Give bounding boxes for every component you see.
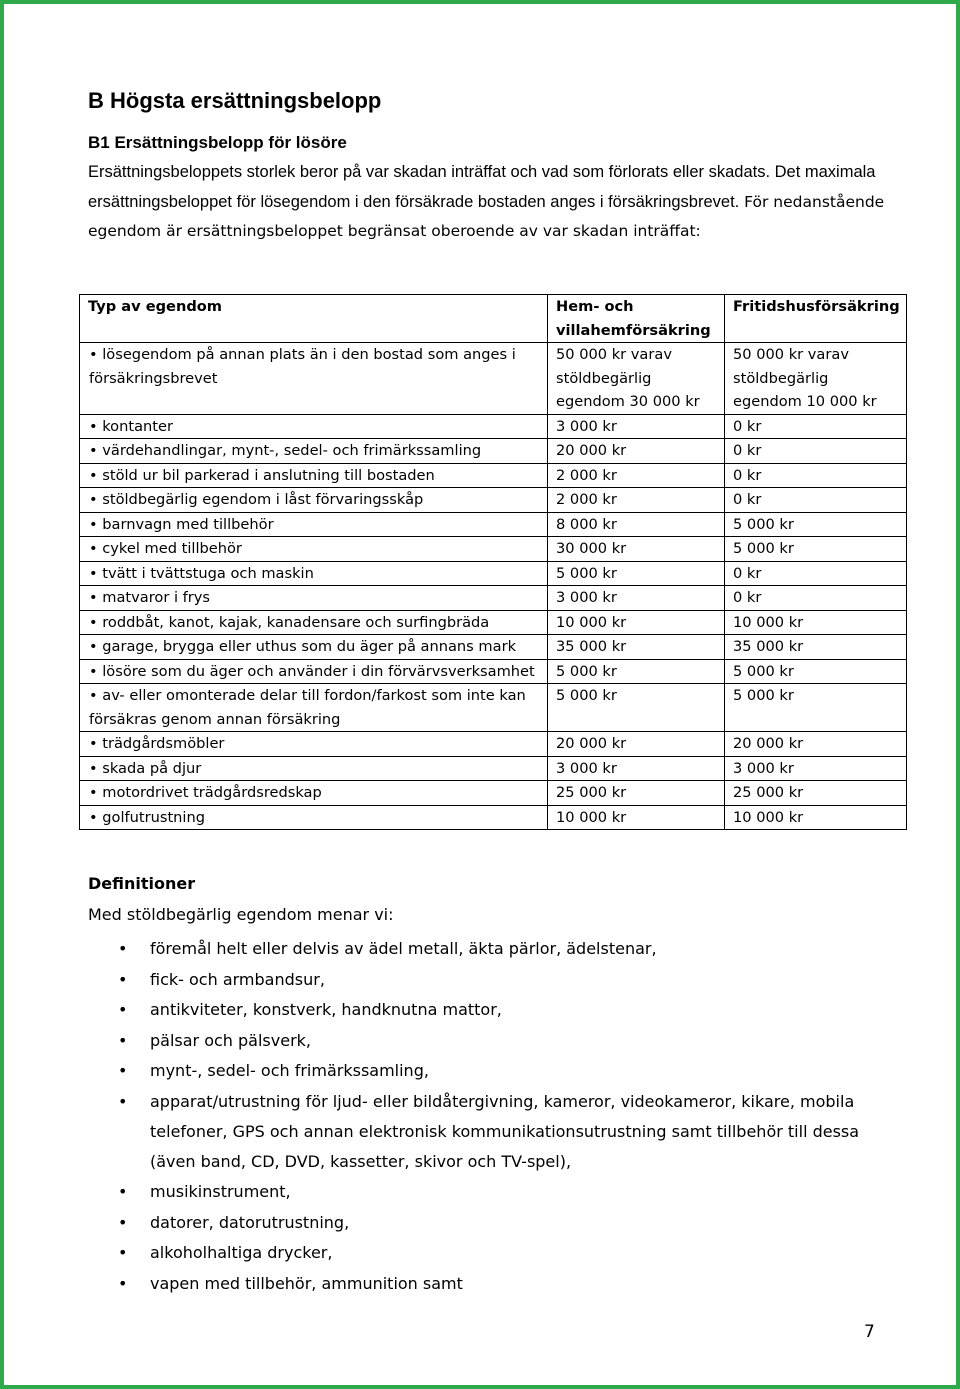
cell-home-amount: 2 000 kr [548, 488, 725, 513]
table-row [80, 732, 907, 757]
definitions-list [88, 934, 888, 1299]
cell-property: • motordrivet trädgårdsredskap [80, 781, 548, 806]
compensation-table [79, 294, 907, 830]
cell-home-amount: 10 000 kr [548, 610, 725, 635]
cell-cottage-amount: 0 kr [725, 561, 907, 586]
bullet-icon: • [118, 1091, 128, 1111]
list-item-text: fick- och armbandsur, [150, 969, 325, 989]
list-item-text: antikviteter, konstverk, handknutna mattor, [150, 1000, 502, 1019]
cell-cottage-amount: 10 000 kr [725, 610, 907, 635]
subsection-heading: B1 Ersättningsbelopp för lösöre [88, 133, 347, 152]
cell-cottage-amount: 10 000 kr [725, 805, 907, 830]
cell-home-amount: 30 000 kr [548, 537, 725, 562]
bullet-icon: • [118, 969, 128, 989]
definitions-title: Definitioner [88, 874, 196, 893]
cell-property: • cykel med tillbehör [80, 537, 548, 562]
cell-property: • barnvagn med tillbehör [80, 512, 548, 537]
cell-property: • lösöre som du äger och använder i din förvärvsverksamhet [80, 659, 548, 684]
cell-home-amount: 3 000 kr [548, 586, 725, 611]
bullet-icon: • [118, 1273, 128, 1293]
table-row [80, 512, 907, 537]
table-row [80, 610, 907, 635]
definitions-intro: Med stöldbegärlig egendom menar vi: [88, 905, 394, 924]
cell-cottage-amount: 5 000 kr [725, 684, 907, 732]
cell-cottage-amount: 0 kr [725, 463, 907, 488]
table-row [80, 635, 907, 660]
list-item [88, 1238, 888, 1268]
cell-home-amount: 2 000 kr [548, 463, 725, 488]
intro-text-part1: Ersättningsbeloppets storlek beror på var skadan inträffat och vad som förlorats eller skadats. Det maximala ersättningsbeloppet för lösegendom i den försäkrade bostaden anges i försäkringsbrevet. [88, 163, 876, 211]
page-number: 7 [864, 1322, 875, 1342]
cell-home-amount: 20 000 kr [548, 732, 725, 757]
cell-property: • golfutrustning [80, 805, 548, 830]
cell-cottage-amount: 0 kr [725, 488, 907, 513]
list-item [88, 934, 888, 964]
table-row [80, 537, 907, 562]
bullet-icon: • [118, 939, 128, 958]
bullet-icon: • [118, 1212, 128, 1232]
cell-cottage-amount: 50 000 kr varav stöldbegärlig egendom 10 000 kr [725, 343, 907, 415]
cell-home-amount: 50 000 kr varav stöldbegärlig egendom 30 000 kr [548, 343, 725, 415]
table-row [80, 781, 907, 806]
table-row [80, 659, 907, 684]
list-item [88, 1208, 888, 1238]
cell-home-amount: 5 000 kr [548, 659, 725, 684]
cell-property: • stöld ur bil parkerad i anslutning till bostaden [80, 463, 548, 488]
cell-property: • trädgårdsmöbler [80, 732, 548, 757]
bullet-icon: • [118, 1061, 128, 1080]
bullet-icon: • [118, 1243, 128, 1262]
cell-home-amount: 3 000 kr [548, 414, 725, 439]
intro-paragraph [88, 158, 888, 247]
cell-property: • värdehandlingar, mynt-, sedel- och frimärkssamling [80, 439, 548, 464]
list-item [88, 1177, 888, 1207]
cell-cottage-amount: 20 000 kr [725, 732, 907, 757]
list-item [88, 1269, 888, 1299]
cell-property: • stöldbegärlig egendom i låst förvaringsskåp [80, 488, 548, 513]
intro-text-part2: För nedanstående egendom är ersättningsbeloppet begränsat oberoende av var skadan inträffat: [88, 192, 885, 240]
cell-property: • matvaror i frys [80, 586, 548, 611]
list-item-text: datorer, datorutrustning, [150, 1212, 350, 1232]
header-home-insurance: Hem- och villahemförsäkring [548, 295, 725, 343]
table-body [80, 343, 907, 830]
table-row [80, 586, 907, 611]
list-item [88, 965, 888, 995]
cell-cottage-amount: 35 000 kr [725, 635, 907, 660]
cell-property: • kontanter [80, 414, 548, 439]
list-item-text: mynt-, sedel- och frimärkssamling, [150, 1061, 429, 1080]
bullet-icon: • [118, 1030, 128, 1050]
cell-home-amount: 3 000 kr [548, 756, 725, 781]
cell-property: • roddbåt, kanot, kajak, kanadensare och surfingbräda [80, 610, 548, 635]
header-cottage-insurance: Fritidshusförsäkring [725, 295, 907, 343]
cell-property: • av- eller omonterade delar till fordon/farkost som inte kan försäkras genom annan försäkring [80, 684, 548, 732]
list-item-text: föremål helt eller delvis av ädel metall, äkta pärlor, ädelstenar, [150, 939, 657, 958]
table-row [80, 684, 907, 732]
list-item [88, 1087, 888, 1177]
cell-cottage-amount: 0 kr [725, 439, 907, 464]
cell-property: • lösegendom på annan plats än i den bostad som anges i försäkringsbrevet [80, 343, 548, 415]
table-row [80, 805, 907, 830]
list-item-text: pälsar och pälsverk, [150, 1030, 312, 1050]
list-item [88, 1056, 888, 1086]
list-item [88, 995, 888, 1025]
cell-property: • skada på djur [80, 756, 548, 781]
cell-cottage-amount: 5 000 kr [725, 659, 907, 684]
cell-home-amount: 35 000 kr [548, 635, 725, 660]
table-row [80, 439, 907, 464]
definitions-section [88, 870, 888, 1299]
list-item-text: vapen med tillbehör, ammunition samt [150, 1273, 463, 1293]
content [88, 86, 888, 247]
cell-home-amount: 10 000 kr [548, 805, 725, 830]
list-item-text: alkoholhaltiga drycker, [150, 1243, 333, 1262]
list-item [88, 1026, 888, 1056]
cell-cottage-amount: 0 kr [725, 586, 907, 611]
table-row [80, 463, 907, 488]
section-heading: B Högsta ersättningsbelopp [88, 88, 382, 113]
bullet-icon: • [118, 1000, 128, 1019]
cell-home-amount: 8 000 kr [548, 512, 725, 537]
table-header-row [80, 295, 907, 343]
cell-home-amount: 20 000 kr [548, 439, 725, 464]
cell-home-amount: 5 000 kr [548, 684, 725, 732]
cell-cottage-amount: 0 kr [725, 414, 907, 439]
table-row [80, 561, 907, 586]
header-property-type: Typ av egendom [80, 295, 548, 343]
cell-home-amount: 5 000 kr [548, 561, 725, 586]
list-item-text: musikinstrument, [150, 1182, 291, 1201]
cell-property: • tvätt i tvättstuga och maskin [80, 561, 548, 586]
cell-property: • garage, brygga eller uthus som du äger på annans mark [80, 635, 548, 660]
cell-cottage-amount: 25 000 kr [725, 781, 907, 806]
table-row [80, 756, 907, 781]
table-row [80, 414, 907, 439]
cell-home-amount: 25 000 kr [548, 781, 725, 806]
list-item-text: apparat/utrustning för ljud- eller bildåtergivning, kameror, videokameror, kikare, mobila telefoner, GPS och annan elektronisk kommunikationsutrustning samt tillbehör till dessa (även band, CD, DVD, kassetter, skivor och TV-spel), [150, 1091, 860, 1171]
cell-cottage-amount: 3 000 kr [725, 756, 907, 781]
cell-cottage-amount: 5 000 kr [725, 512, 907, 537]
cell-cottage-amount: 5 000 kr [725, 537, 907, 562]
table-row [80, 343, 907, 415]
bullet-icon: • [118, 1182, 128, 1201]
table-row [80, 488, 907, 513]
